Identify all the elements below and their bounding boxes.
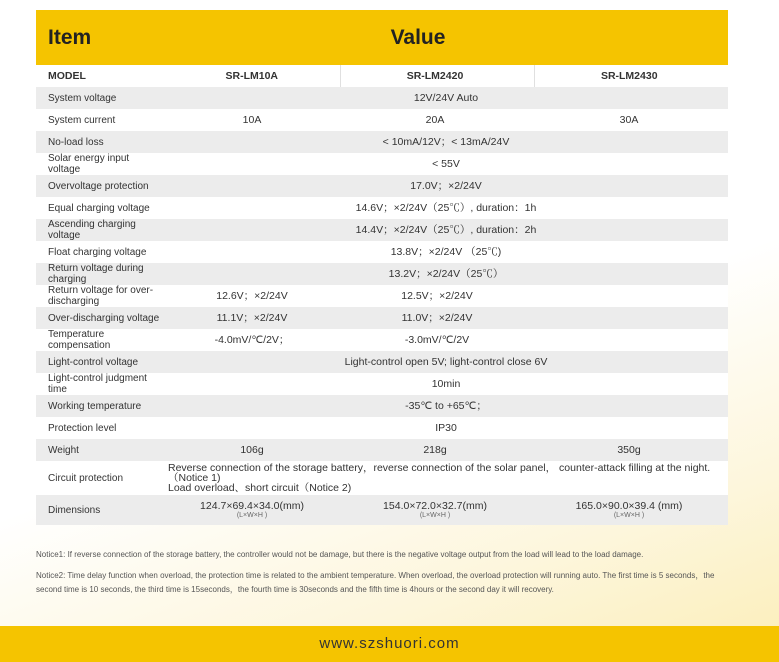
row-value <box>168 461 728 495</box>
table-row <box>36 439 728 461</box>
row-value: -35℃ to +65℃； <box>168 395 728 417</box>
dim-value: 165.0×90.0×39.4 (mm) <box>575 499 683 512</box>
notice-2: Notice2: Time delay function when overload, the protection time is related to the ambient temperature. When overload, the overload protection will running auto. The first time is 5 seconds，the second time is 10 seconds, the third time is 15seconds，the fourth time is 30seconds and the fifth time is 4hours or the second day it will recovery. <box>36 571 715 594</box>
row-value: 218g <box>340 439 534 461</box>
notes <box>36 548 736 604</box>
table-row <box>36 175 728 197</box>
table-row <box>36 197 728 219</box>
row-label: Return voltage during charging <box>36 263 168 285</box>
table-row <box>36 219 728 241</box>
header-item: Item <box>48 25 92 49</box>
header-value: Value <box>390 25 446 49</box>
row-value: Light-control open 5V; light-control close 6V <box>168 351 728 373</box>
row-value <box>340 495 534 525</box>
model-row <box>36 65 728 87</box>
row-label: Protection level <box>36 417 168 439</box>
row-value: 14.4V；×2/24V（25℃）, duration：2h <box>168 219 728 241</box>
row-label: Ascending charging voltage <box>36 219 168 241</box>
table-row <box>36 417 728 439</box>
row-value: 13.2V；×2/24V（25℃） <box>168 263 728 285</box>
row-value: 10A <box>168 109 340 131</box>
dim-value: 154.0×72.0×32.7(mm) <box>383 499 487 512</box>
row-label: Dimensions <box>36 495 168 525</box>
table-header <box>36 10 728 65</box>
row-label: Light-control voltage <box>36 351 168 373</box>
row-label: Float charging voltage <box>36 241 168 263</box>
table-row <box>36 263 728 285</box>
row-label: Circuit protection <box>36 461 168 495</box>
footer-url: www.szshuori.com <box>0 626 779 662</box>
dim-value: 124.7×69.4×34.0(mm) <box>200 499 304 512</box>
table-row <box>36 109 728 131</box>
row-value: -3.0mV/℃/2V <box>340 329 728 351</box>
dim-unit: (L×W×H ) <box>613 511 645 519</box>
table-row <box>36 307 728 329</box>
row-value: 350g <box>534 439 728 461</box>
row-label: Working temperature <box>36 395 168 417</box>
row-value: -4.0mV/℃/2V； <box>168 329 340 351</box>
model-label: MODEL <box>36 65 168 87</box>
row-value: 13.8V；×2/24V （25℃) <box>168 241 728 263</box>
row-label: Temperature compensation <box>36 329 168 351</box>
spec-sheet <box>36 10 728 525</box>
table-row <box>36 131 728 153</box>
table-row <box>36 351 728 373</box>
row-value: < 10mA/12V；< 13mA/24V <box>168 131 728 153</box>
row-value <box>534 495 728 525</box>
table-row <box>36 285 728 307</box>
row-value: 14.6V；×2/24V（25℃）, duration：1h <box>168 197 728 219</box>
row-value: < 55V <box>168 153 728 175</box>
table-row <box>36 241 728 263</box>
row-value <box>168 495 340 525</box>
table-row <box>36 395 728 417</box>
circuit-line-2: Load overload、short circuit（Notice 2) <box>168 482 352 494</box>
row-label: Overvoltage protection <box>36 175 168 197</box>
table-row <box>36 495 728 525</box>
row-label: Return voltage for over-discharging <box>36 285 168 307</box>
row-value: 12.5V；×2/24V <box>340 285 728 307</box>
table-row <box>36 329 728 351</box>
row-label: No-load loss <box>36 131 168 153</box>
row-value: 11.0V；×2/24V <box>340 307 728 329</box>
spec-table <box>36 65 728 525</box>
row-label: Light-control judgment time <box>36 373 168 395</box>
model-2: SR-LM2420 <box>340 65 534 87</box>
row-value: 12V/24V Auto <box>168 87 728 109</box>
table-row <box>36 373 728 395</box>
row-value: 30A <box>534 109 728 131</box>
row-value: 106g <box>168 439 340 461</box>
row-value: 12.6V；×2/24V <box>168 285 340 307</box>
row-value: 11.1V；×2/24V <box>168 307 340 329</box>
row-label: System current <box>36 109 168 131</box>
table-row <box>36 153 728 175</box>
table-row <box>36 87 728 109</box>
row-label: Solar energy input voltage <box>36 153 168 175</box>
circuit-line-1: Reverse connection of the storage battery，reverse connection of the solar panel， counter-attack filling at the night.（Notice 1) <box>168 462 711 484</box>
notice-1: Notice1: If reverse connection of the storage battery, the controller would not be damage, but there is the negative voltage output from the load will lead to the load damage. <box>36 550 644 559</box>
row-value: IP30 <box>168 417 728 439</box>
row-label: System voltage <box>36 87 168 109</box>
dim-unit: (L×W×H ) <box>236 511 268 519</box>
model-1: SR-LM10A <box>168 65 340 87</box>
row-label: Over-discharging voltage <box>36 307 168 329</box>
row-label: Weight <box>36 439 168 461</box>
row-value: 17.0V；×2/24V <box>168 175 728 197</box>
table-row <box>36 461 728 495</box>
row-value: 10min <box>168 373 728 395</box>
row-label: Equal charging voltage <box>36 197 168 219</box>
dim-unit: (L×W×H ) <box>419 511 451 519</box>
row-value: 20A <box>340 109 534 131</box>
model-3: SR-LM2430 <box>534 65 728 87</box>
